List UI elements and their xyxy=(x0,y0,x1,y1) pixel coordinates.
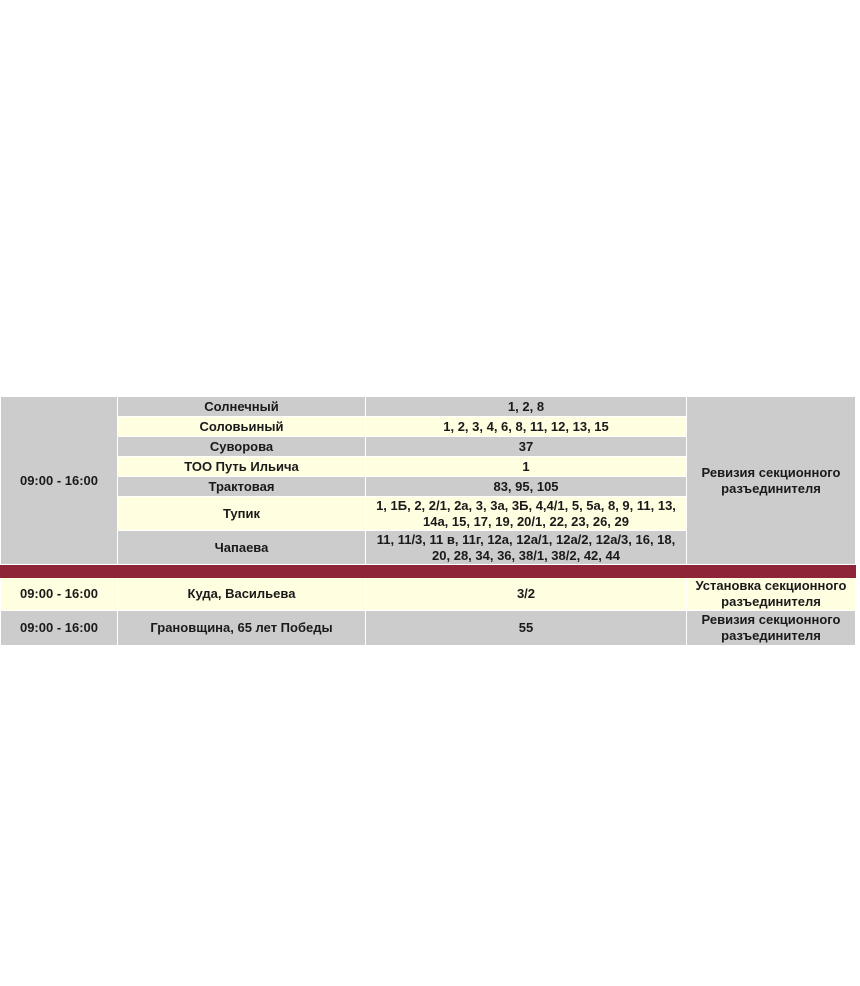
outage-schedule-table xyxy=(0,396,856,646)
work-description-cell: Ревизия секционного разъединителя xyxy=(687,397,856,565)
street-cell: Чапаева xyxy=(118,531,366,565)
houses-cell: 55 xyxy=(366,611,687,646)
houses-cell: 1, 1Б, 2, 2/1, 2а, 3, 3а, 3Б, 4,4/1, 5, 5а, 8, 9, 11, 13, 14а, 15, 17, 19, 20/1, 22, 23, 26, 29 xyxy=(366,497,687,531)
street-cell: Куда, Васильева xyxy=(118,578,366,611)
table-row xyxy=(1,611,856,646)
table-row xyxy=(1,578,856,611)
houses-cell: 11, 11/3, 11 в, 11г, 12а, 12а/1, 12а/2, 12а/3, 16, 18, 20, 28, 34, 36, 38/1, 38/2, 42, 44 xyxy=(366,531,687,565)
houses-cell: 37 xyxy=(366,437,687,457)
houses-cell: 3/2 xyxy=(366,578,687,611)
section-separator-bar xyxy=(1,565,856,578)
street-cell: Грановщина, 65 лет Победы xyxy=(118,611,366,646)
street-cell: Трактовая xyxy=(118,477,366,497)
houses-cell: 1 xyxy=(366,457,687,477)
street-cell: ТОО Путь Ильича xyxy=(118,457,366,477)
street-cell: Суворова xyxy=(118,437,366,457)
work-description-cell: Ревизия секционного разъединителя xyxy=(687,611,856,646)
houses-cell: 1, 2, 3, 4, 6, 8, 11, 12, 13, 15 xyxy=(366,417,687,437)
time-cell: 09:00 - 16:00 xyxy=(1,397,118,565)
time-cell: 09:00 - 16:00 xyxy=(1,611,118,646)
table-row xyxy=(1,565,856,578)
houses-cell: 1, 2, 8 xyxy=(366,397,687,417)
houses-cell: 83, 95, 105 xyxy=(366,477,687,497)
work-description-cell: Установка секционного разъединителя xyxy=(687,578,856,611)
street-cell: Солнечный xyxy=(118,397,366,417)
street-cell: Тупик xyxy=(118,497,366,531)
table-row xyxy=(1,397,856,417)
street-cell: Соловьиный xyxy=(118,417,366,437)
time-cell: 09:00 - 16:00 xyxy=(1,578,118,611)
